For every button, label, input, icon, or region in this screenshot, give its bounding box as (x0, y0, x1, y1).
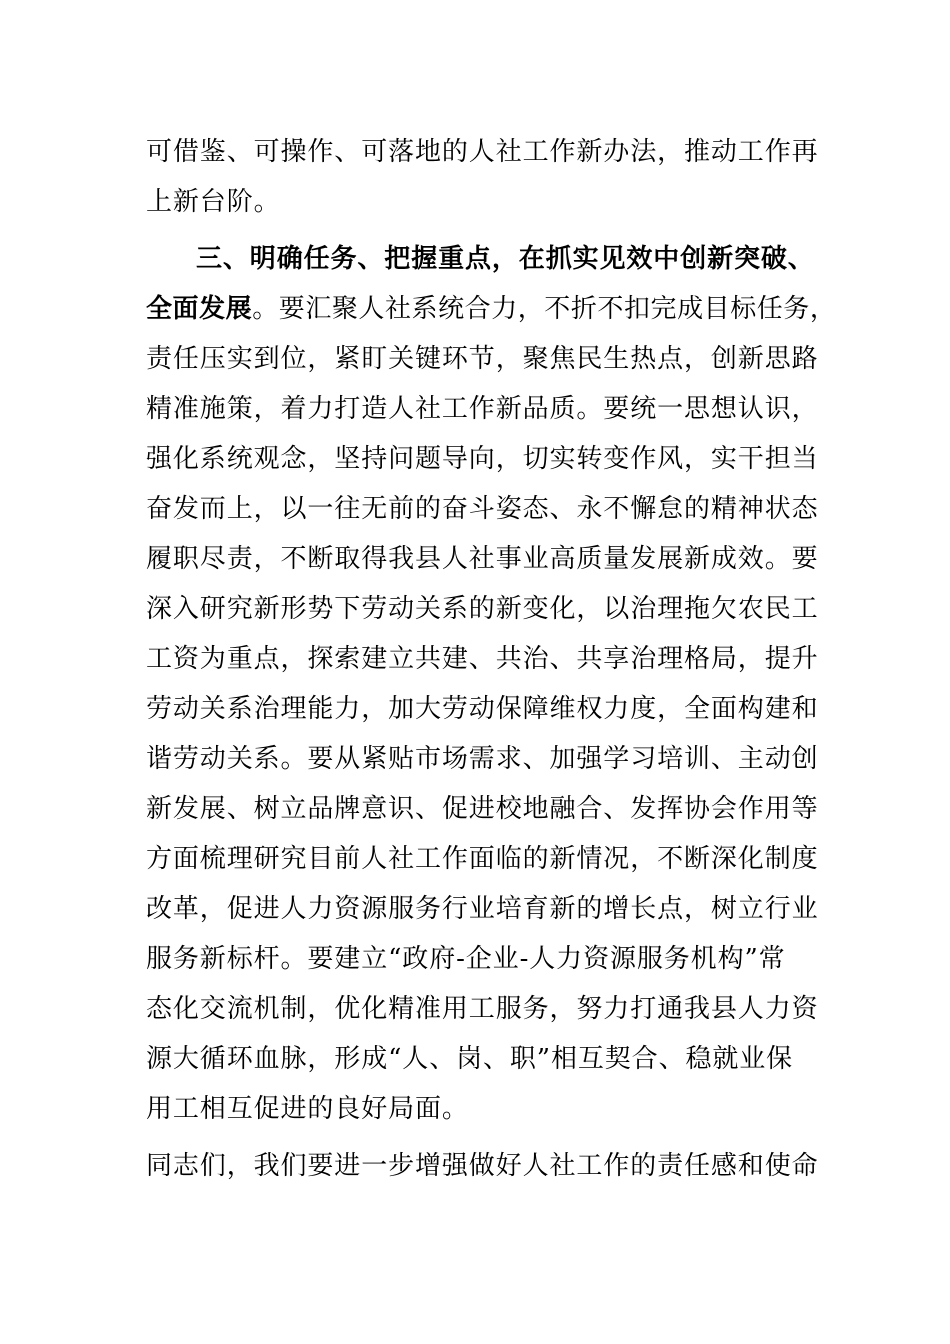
text-line: 深入研究新形势下劳动关系的新变化，以治理拖欠农民工 (146, 594, 819, 624)
text-line: 奋发而上，以一往无前的奋斗姿态、永不懈怠的精神状态 (146, 494, 819, 524)
text-line: 改革，促进人力资源服务行业培育新的增长点，树立行业 (146, 894, 819, 924)
text-line: 源大循环血脉，形成“人、岗、职”相互契合、稳就业保 (146, 1044, 794, 1074)
text-line: 履职尽责，不断取得我县人社事业高质量发展新成效。要 (146, 544, 819, 574)
text-line: 新发展、树立品牌意识、促进校地融合、发挥协会作用等 (146, 794, 819, 824)
text-line: 用工相互促进的良好局面。 (146, 1094, 469, 1124)
text-line: 全面发展。要汇聚人社系统合力，不折不扣完成目标任务， (146, 294, 837, 324)
text-line: 同志们，我们要进一步增强做好人社工作的责任感和使命 (146, 1151, 819, 1181)
section-heading-line (196, 239, 836, 279)
text-line: 上新台阶。 (146, 187, 281, 217)
text-line: 强化系统观念，坚持问题导向，切实转变作风，实干担当 (146, 444, 819, 474)
text-line: 工资为重点，探索建立共建、共治、共享治理格局，提升 (146, 644, 819, 674)
text-line: 方面梳理研究目前人社工作面临的新情况，不断深化制度 (146, 844, 819, 874)
text-line: 服务新标杆。要建立“政府-企业-人力资源服务机构”常 (146, 944, 786, 974)
text-line: 责任压实到位，紧盯关键环节，聚焦民生热点，创新思路 (146, 344, 819, 374)
text-line: 谐劳动关系。要从紧贴市场需求、加强学习培训、主动创 (146, 744, 819, 774)
section-heading-continued: 全面发展 (146, 294, 253, 324)
text-line: 可借鉴、可操作、可落地的人社工作新办法，推动工作再 (146, 137, 819, 167)
text-line: 精准施策，着力打造人社工作新品质。要统一思想认识， (146, 394, 819, 424)
text-line: 劳动关系治理能力，加大劳动保障维权力度，全面构建和 (146, 694, 819, 724)
text-line: 态化交流机制，优化精准用工服务，努力打通我县人力资 (146, 994, 819, 1024)
section-heading: 三、明确任务、把握重点，在抓实见效中创新突破、 (196, 244, 815, 274)
